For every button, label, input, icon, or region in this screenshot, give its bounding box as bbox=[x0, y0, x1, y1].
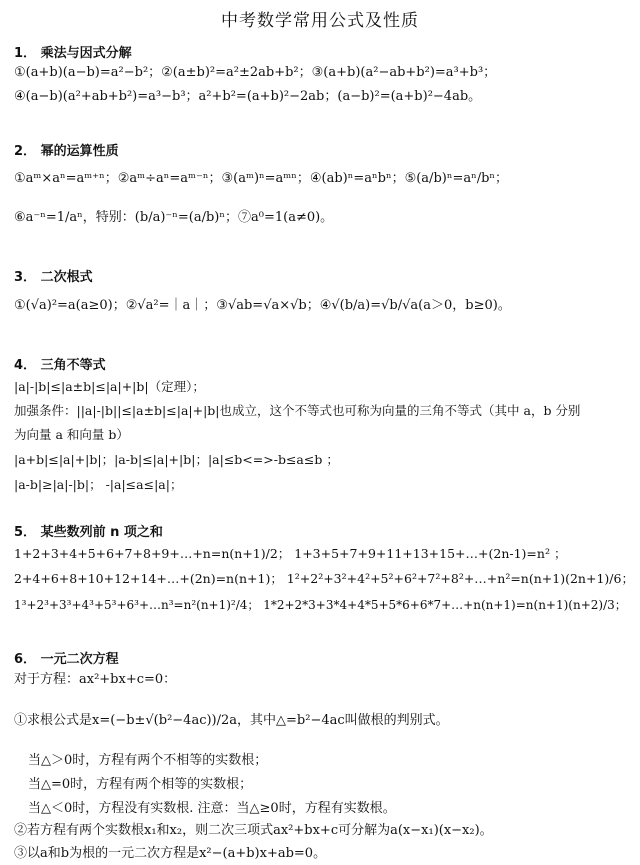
formula-line-2-2: ⑥a⁻ⁿ=1/aⁿ，特别：(b/a)⁻ⁿ=(a/b)ⁿ；⑦a⁰=1(a≠0)。 bbox=[14, 210, 334, 225]
formula-line-6-7: ③以a和b为根的一元二次方程是x²−(a+b)x+ab=0。 bbox=[14, 846, 327, 861]
formula-line-3-1: ①(√a)²=a(a≥0)；②√a²=｜a｜；③√ab=√a×√b；④√(b/a)=√b/√a(a＞0，b≥0)。 bbox=[14, 298, 511, 313]
formula-line-5-1: 1+2+3+4+5+6+7+8+9+…+n=n(n+1)/2； 1+3+5+7+9+11+13+15+…+(2n-1)=n² ； bbox=[14, 546, 567, 561]
section-heading-2: 2． 幂的运算性质 bbox=[14, 144, 119, 159]
formula-line-5-3: 1³+2³+3³+4³+5³+6³+…n³=n²(n+1)²/4； 1*2+2*3+3*4+4*5+5*6+6*7+…+n(n+1)=n(n+1)(n+2)/3； bbox=[14, 598, 627, 612]
formula-line-4-2: 加强条件：||a|-|b||≤|a±b|≤|a|+|b|也成立，这个不等式也可称为向量的三角不等式（其中 a，b 分别 bbox=[14, 403, 581, 418]
formula-line-4-1: |a|-|b|≤|a±b|≤|a|+|b|（定理）； bbox=[14, 379, 205, 394]
formula-line-6-4: 当△=0时，方程有两个相等的实数根； bbox=[28, 777, 253, 792]
section-heading-3: 3． 二次根式 bbox=[14, 270, 93, 285]
formula-line-6-6: ②若方程有两个实数根x₁和x₂，则二次三项式ax²+bx+c可分解为a(x−x₁)(x−x₂)。 bbox=[14, 823, 493, 838]
section-heading-5: 5． 某些数列前 n 项之和 bbox=[14, 525, 163, 540]
formula-line-1-2: ④(a−b)(a²+ab+b²)=a³−b³；a²+b²=(a+b)²−2ab；(a−b)²=(a+b)²−4ab。 bbox=[14, 89, 482, 104]
formula-line-5-2: 2+4+6+8+10+12+14+…+(2n)=n(n+1)； 1²+2²+3²+4²+5²+6²+7²+8²+…+n²=n(n+1)(2n+1)/6； bbox=[14, 571, 634, 586]
formula-line-6-1: 对于方程：ax²+bx+c=0： bbox=[14, 672, 177, 687]
formula-line-6-3: 当△＞0时，方程有两个不相等的实数根； bbox=[28, 753, 268, 768]
formula-line-4-5: |a-b|≥|a|-|b|； -|a|≤a≤|a|； bbox=[14, 477, 183, 492]
section-heading-6: 6． 一元二次方程 bbox=[14, 652, 119, 667]
section-heading-4: 4． 三角不等式 bbox=[14, 358, 106, 373]
page-title: 中考数学常用公式及性质 bbox=[221, 11, 419, 31]
formula-line-1-1: ①(a+b)(a−b)=a²−b²；②(a±b)²=a²±2ab+b²；③(a+b)(a²−ab+b²)=a³+b³； bbox=[14, 65, 497, 80]
formula-line-6-5: 当△＜0时，方程没有实数根. 注意：当△≥0时，方程有实数根。 bbox=[28, 801, 396, 816]
formula-line-4-3: 为向量 a 和向量 b） bbox=[14, 427, 129, 442]
formula-line-2-1: ①aᵐ×aⁿ=aᵐ⁺ⁿ；②aᵐ÷aⁿ=aᵐ⁻ⁿ；③(aᵐ)ⁿ=aᵐⁿ；④(ab)ⁿ=aⁿbⁿ；⑤(a/b)ⁿ=aⁿ/bⁿ； bbox=[14, 171, 509, 186]
formula-line-4-4: |a+b|≤|a|+|b|；|a-b|≤|a|+|b|；|a|≤b<=>-b≤a≤b ； bbox=[14, 452, 339, 467]
section-heading-1: 1． 乘法与因式分解 bbox=[14, 46, 132, 61]
formula-line-6-2: ①求根公式是x=(−b±√(b²−4ac))/2a，其中△=b²−4ac叫做根的判别式。 bbox=[14, 713, 449, 728]
